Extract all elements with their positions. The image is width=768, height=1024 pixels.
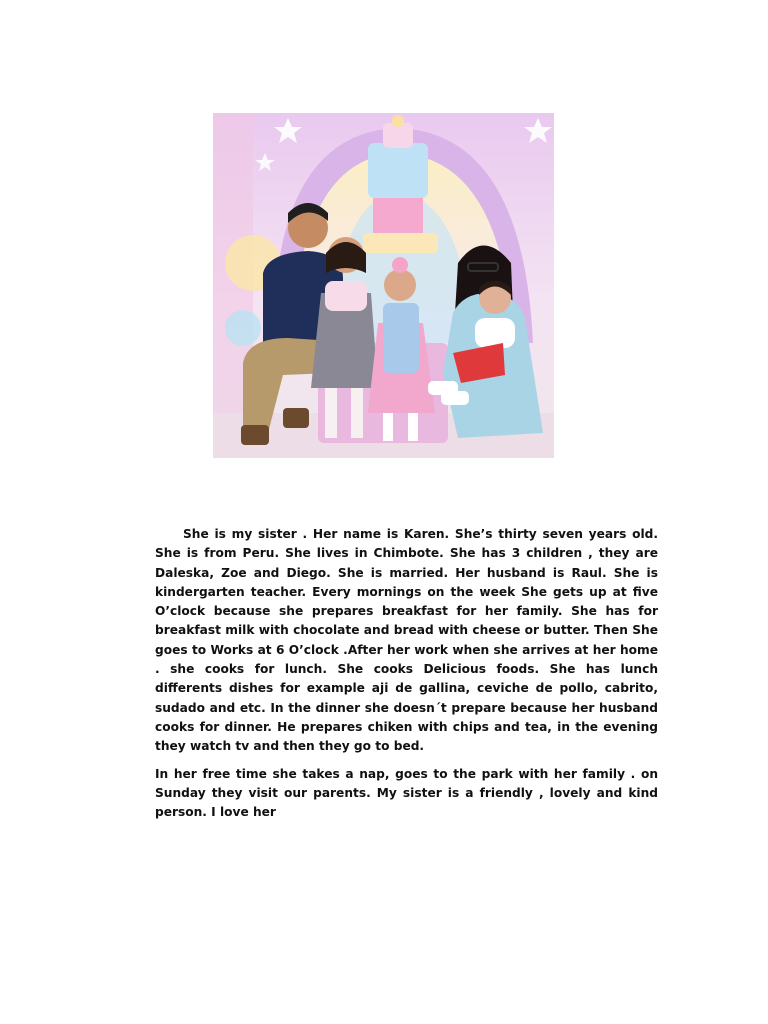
paragraph: In her free time she takes a nap, goes to the park with her family . on Sunday they visit our parents. My sister is a friendly , lovely and kind person. I love her bbox=[155, 766, 658, 820]
paragraph: She is my sister . Her name is Karen. She’s thirty seven years old. She is from Peru. She lives in Chimbote. She has 3 children , they are Daleska, Zoe and Diego. She is married. Her husband is Raul. She is kindergarten teacher. Every mornings on the week She gets up at five O’clock because she prepares breakfast for her family. She has for breakfast milk with chocolate and bread with cheese or butter. Then She goes to Works at 6 O’clock .After her work when she arrives at her home . she cooks for lunch. She cooks Delicious foods. She has lunch differents dishes for example aji de gallina, ceviche de pollo, cabrito, sudado and etc. In the dinner she doesn´t prepare because her husband cooks for dinner. He prepares chiken with chips and tea, in the evening they watch tv and then they go to bed. bbox=[155, 527, 658, 754]
document-body bbox=[155, 525, 658, 830]
family-photo-illustration bbox=[213, 113, 554, 458]
family-photo bbox=[213, 113, 554, 458]
